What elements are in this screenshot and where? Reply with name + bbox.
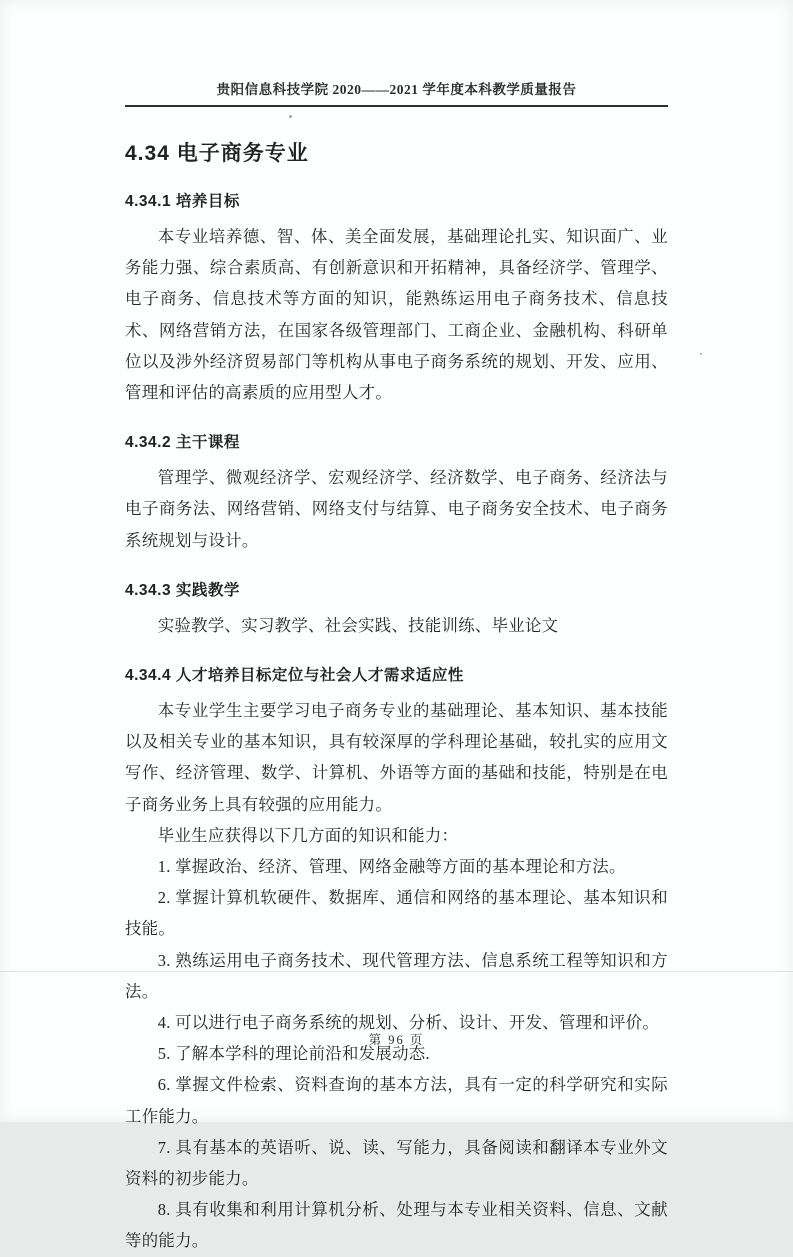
section-heading-training-objectives: 4.34.1 培养目标	[125, 193, 240, 210]
list-item-8: 8. 具有收集和利用计算机分析、处理与本专业相关资料、信息、文献等的能力。	[125, 1200, 668, 1251]
list-item-3: 3. 熟练运用电子商务技术、现代管理方法、信息系统工程等知识和方法。	[125, 950, 668, 1001]
section-body-talent-positioning	[125, 695, 668, 1257]
running-head: 贵阳信息科技学院 2020——2021 学年度本科教学质量报告	[216, 82, 577, 97]
chapter-title: 4.34 电子商务专业	[125, 142, 309, 165]
paragraph: 管理学、微观经济学、宏观经济学、经济数学、电子商务、经济法与电子商务法、网络营销、网络支付与结算、电子商务安全技术、电子商务系统规划与设计。	[125, 468, 668, 550]
scan-artifact-line	[0, 971, 793, 972]
header-rule	[125, 105, 668, 107]
section-body-training-objectives	[125, 221, 668, 408]
scan-artifact-speck	[289, 115, 292, 118]
scan-artifact-speck	[700, 353, 702, 355]
list-item-5: 5. 了解本学科的理论前沿和发展动态.	[157, 1044, 430, 1064]
list-item-6: 6. 掌握文件检索、资料查询的基本方法，具有一定的科学研究和实际工作能力。	[125, 1075, 668, 1126]
list-item-2: 2. 掌握计算机软硬件、数据库、通信和网络的基本理论、基本知识和技能。	[125, 888, 668, 939]
list-item-7: 7. 具有基本的英语听、说、读、写能力，具备阅读和翻译本专业外文资料的初步能力。	[125, 1137, 668, 1189]
paragraph-list-intro: 毕业生应获得以下几方面的知识和能力：	[157, 825, 459, 845]
page-content	[125, 0, 668, 1257]
list-item-4: 4. 可以进行电子商务系统的规划、分析、设计、开发、管理和评价。	[157, 1013, 660, 1033]
section-heading-practical-teaching: 4.34.3 实践教学	[125, 581, 240, 599]
page-number: 第 96 页	[368, 1033, 425, 1047]
paragraph: 实验教学、实习教学、社会实践、技能训练、毕业论文	[157, 615, 559, 635]
section-heading-talent-positioning: 4.34.4 人才培养目标定位与社会人才需求适应性	[125, 667, 464, 685]
list-item-1: 1. 掌握政治、经济、管理、网络金融等方面的基本理论和方法。	[157, 857, 626, 877]
section-body-core-courses	[125, 462, 668, 556]
section-body-practical-teaching	[125, 610, 668, 641]
section-heading-core-courses: 4.34.2 主干课程	[125, 434, 240, 452]
paragraph: 本专业学生主要学习电子商务专业的基础理论、基本知识、基本技能以及相关专业的基本知识，具有较深厚的学科理论基础，较扎实的应用文写作、经济管理、数学、计算机、外语等方面的基础和技能，特别是在电子商务业务上具有较强的应用能力。	[125, 701, 668, 814]
paragraph: 本专业培养德、智、体、美全面发展，基础理论扎实、知识面广、业务能力强、综合素质高、有创新意识和开拓精神，具备经济学、管理学、电子商务、信息技术等方面的知识，能熟练运用电子商务技术、信息技术、网络营销方法，在国家各级管理部门、工商企业、金融机构、科研单位以及涉外经济贸易部门等机构从事电子商务系统的规划、开发、应用、管理和评估的高素质的应用型人才。	[125, 227, 668, 403]
